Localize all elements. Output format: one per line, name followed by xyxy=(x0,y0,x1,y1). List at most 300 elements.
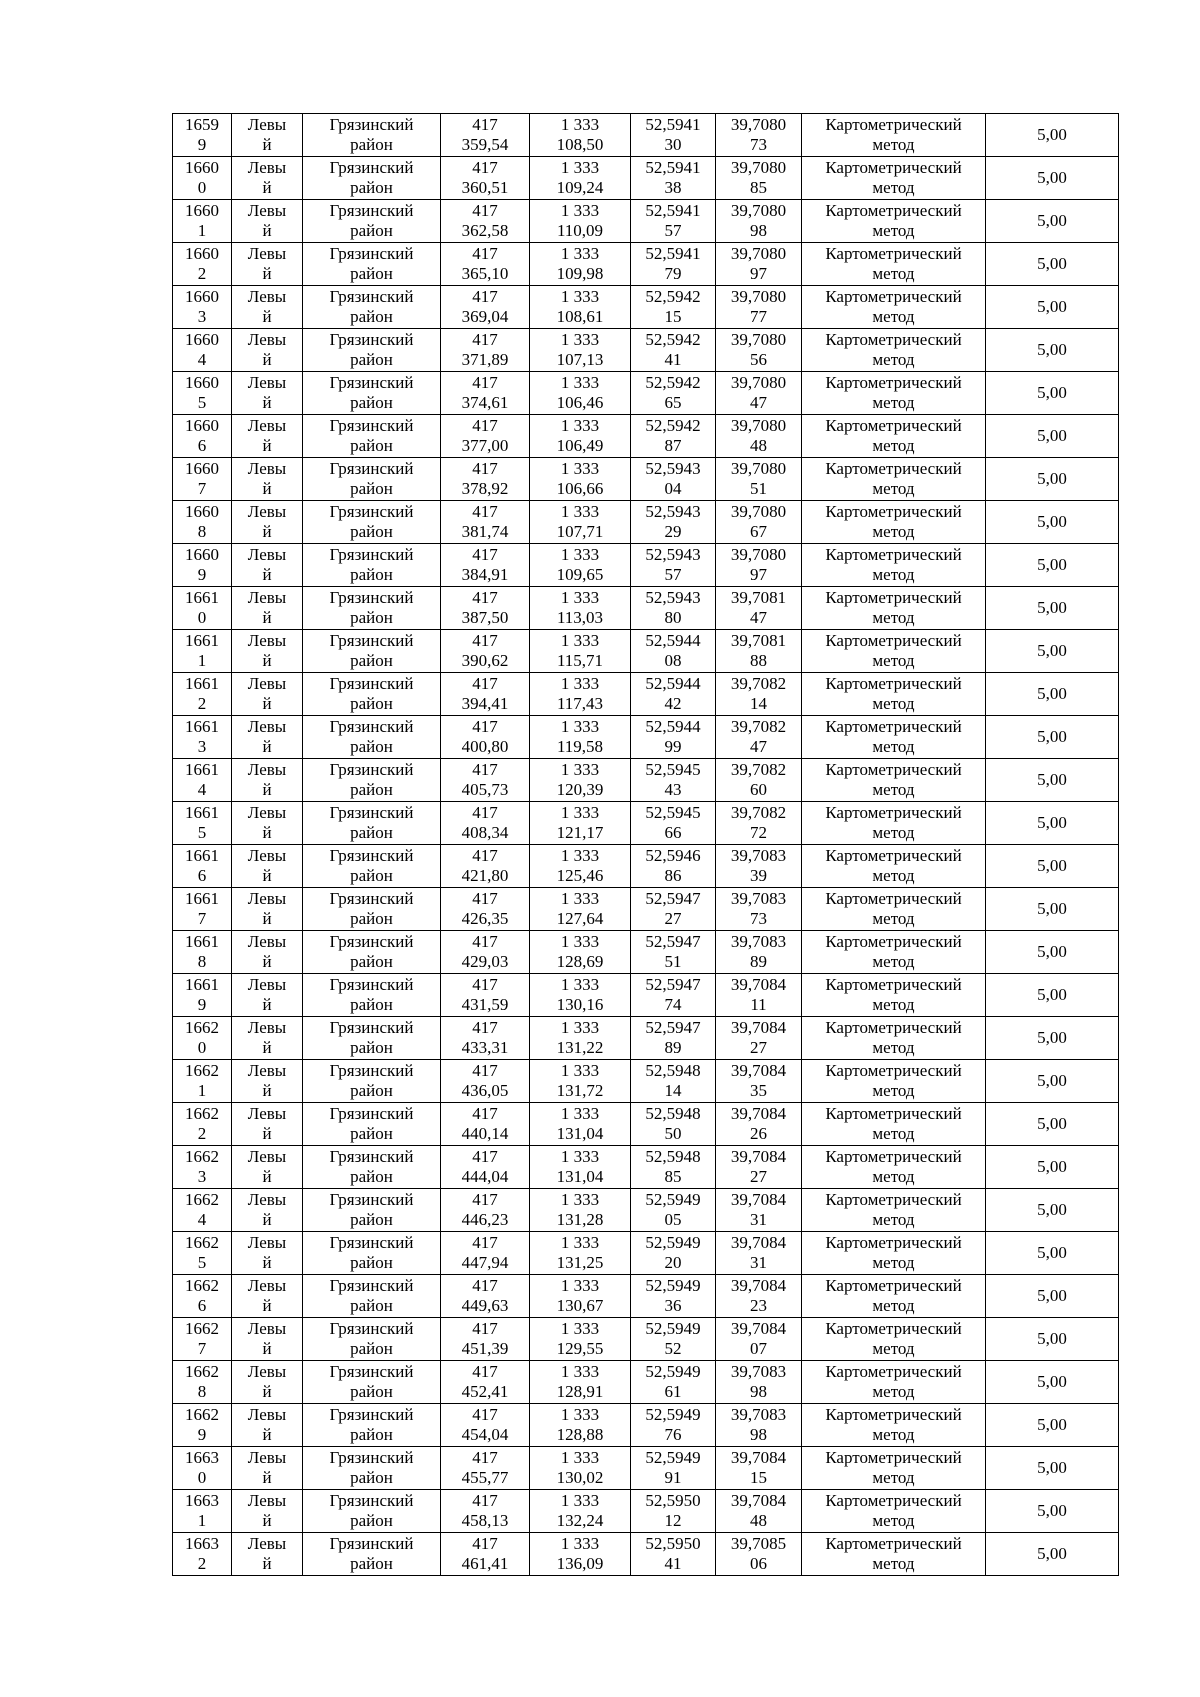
coord-x-cell xyxy=(441,1103,530,1146)
district-cell-line: район xyxy=(350,1511,393,1530)
method-cell-text xyxy=(802,1233,985,1273)
side-cell xyxy=(232,1103,303,1146)
coord-x-cell-text xyxy=(441,1491,529,1531)
side-cell-line: й xyxy=(262,952,272,971)
accuracy-cell xyxy=(986,587,1119,630)
longitude-cell-line: 97 xyxy=(750,264,767,283)
latitude-cell-line: 52,5949 xyxy=(645,1448,701,1467)
method-cell-text xyxy=(802,1534,985,1574)
point-number-cell-text xyxy=(173,244,231,284)
method-cell-line: Картометрический xyxy=(825,115,962,134)
method-cell-text xyxy=(802,1104,985,1144)
district-cell-line: район xyxy=(350,350,393,369)
method-cell-line: метод xyxy=(872,909,915,928)
method-cell-line: Картометрический xyxy=(825,459,962,478)
point-number-cell-text xyxy=(173,1405,231,1445)
latitude-cell-text xyxy=(631,1018,715,1058)
coord-y-cell-line: 1 333 xyxy=(560,1061,600,1080)
coord-y-cell-line: 107,71 xyxy=(556,522,604,541)
latitude-cell xyxy=(631,716,716,759)
latitude-cell xyxy=(631,845,716,888)
coord-x-cell-line: 417 xyxy=(472,1319,498,1338)
coord-y-cell xyxy=(530,286,631,329)
district-cell-line: Грязинский xyxy=(329,330,414,349)
side-cell xyxy=(232,372,303,415)
method-cell xyxy=(802,974,986,1017)
method-cell xyxy=(802,1146,986,1189)
point-number-cell-text xyxy=(173,545,231,585)
longitude-cell xyxy=(716,1017,802,1060)
coord-x-cell-line: 417 xyxy=(472,1104,498,1123)
point-number-cell xyxy=(173,587,232,630)
longitude-cell-line: 39,7080 xyxy=(730,459,787,478)
side-cell-line: Левы xyxy=(247,287,287,306)
table-row xyxy=(173,1361,1119,1404)
method-cell-line: Картометрический xyxy=(825,502,962,521)
longitude-cell-text xyxy=(716,502,801,542)
coord-x-cell-text xyxy=(441,1448,529,1488)
latitude-cell-line: 52,5950 xyxy=(645,1491,701,1510)
longitude-cell-line: 27 xyxy=(750,1038,767,1057)
method-cell-text xyxy=(802,717,985,757)
longitude-cell-line: 47 xyxy=(750,737,767,756)
side-cell-line: й xyxy=(262,694,272,713)
side-cell xyxy=(232,1404,303,1447)
point-number-cell-line: 1660 xyxy=(185,201,219,220)
method-cell-text xyxy=(802,932,985,972)
accuracy-value: 5,00 xyxy=(1037,125,1067,144)
method-cell xyxy=(802,329,986,372)
coord-y-cell-line: 110,09 xyxy=(556,221,604,240)
side-cell xyxy=(232,888,303,931)
coord-x-cell-text xyxy=(441,502,529,542)
coord-x-cell xyxy=(441,1318,530,1361)
point-number-cell-line: 1661 xyxy=(185,674,219,693)
coord-x-cell-line: 417 xyxy=(472,373,498,392)
point-number-cell-line: 1662 xyxy=(185,1319,219,1338)
latitude-cell xyxy=(631,1189,716,1232)
coord-x-cell-text xyxy=(441,889,529,929)
coord-y-cell xyxy=(530,329,631,372)
method-cell-text xyxy=(802,803,985,843)
point-number-cell-line: 2 xyxy=(197,694,207,713)
method-cell-line: Картометрический xyxy=(825,975,962,994)
coord-y-cell-line: 1 333 xyxy=(560,760,600,779)
table-row xyxy=(173,544,1119,587)
point-number-cell xyxy=(173,1103,232,1146)
method-cell-text xyxy=(802,846,985,886)
coord-x-cell-line: 417 xyxy=(472,932,498,951)
latitude-cell xyxy=(631,415,716,458)
district-cell-line: Грязинский xyxy=(329,244,414,263)
coord-y-cell-line: 1 333 xyxy=(560,846,600,865)
latitude-cell-text xyxy=(631,244,715,284)
coord-y-cell xyxy=(530,974,631,1017)
side-cell-line: Левы xyxy=(247,1147,287,1166)
longitude-cell-text xyxy=(716,846,801,886)
latitude-cell-line: 99 xyxy=(664,737,682,756)
latitude-cell-text xyxy=(631,1534,715,1574)
accuracy-cell xyxy=(986,1318,1119,1361)
point-number-cell-text xyxy=(173,803,231,843)
table-row xyxy=(173,1318,1119,1361)
side-cell-text xyxy=(232,803,302,843)
longitude-cell-line: 89 xyxy=(750,952,767,971)
accuracy-cell xyxy=(986,415,1119,458)
coord-x-cell-text xyxy=(441,1190,529,1230)
point-number-cell-line: 1662 xyxy=(185,1061,219,1080)
district-cell-line: район xyxy=(350,135,393,154)
point-number-cell-line: 7 xyxy=(197,479,207,498)
district-cell-line: Грязинский xyxy=(329,588,414,607)
method-cell xyxy=(802,1533,986,1576)
point-number-cell-line: 6 xyxy=(197,866,207,885)
district-cell-text xyxy=(303,1405,440,1445)
district-cell-line: район xyxy=(350,393,393,412)
side-cell xyxy=(232,200,303,243)
district-cell-line: Грязинский xyxy=(329,1018,414,1037)
coord-x-cell xyxy=(441,1361,530,1404)
method-cell-line: метод xyxy=(872,135,915,154)
latitude-cell-line: 74 xyxy=(664,995,682,1014)
accuracy-cell xyxy=(986,716,1119,759)
coord-y-cell-line: 1 333 xyxy=(560,588,600,607)
coord-x-cell-line: 447,94 xyxy=(461,1253,509,1272)
latitude-cell-text xyxy=(631,717,715,757)
method-cell-text xyxy=(802,459,985,499)
point-number-cell xyxy=(173,286,232,329)
point-number-cell-line: 3 xyxy=(197,1167,207,1186)
coord-y-cell-line: 130,16 xyxy=(556,995,604,1014)
point-number-cell-line: 8 xyxy=(197,1382,207,1401)
coord-y-cell-line: 106,66 xyxy=(556,479,604,498)
coord-x-cell-line: 417 xyxy=(472,1491,498,1510)
latitude-cell-line: 52,5949 xyxy=(645,1190,701,1209)
method-cell-line: метод xyxy=(872,1124,915,1143)
coord-x-cell-line: 394,41 xyxy=(461,694,509,713)
method-cell-line: Картометрический xyxy=(825,846,962,865)
side-cell xyxy=(232,802,303,845)
coord-x-cell xyxy=(441,888,530,931)
accuracy-cell xyxy=(986,372,1119,415)
point-number-cell-text xyxy=(173,717,231,757)
district-cell-text xyxy=(303,1276,440,1316)
longitude-cell xyxy=(716,1318,802,1361)
accuracy-value: 5,00 xyxy=(1037,1286,1067,1305)
longitude-cell-line: 39,7082 xyxy=(730,717,787,736)
longitude-cell xyxy=(716,1275,802,1318)
coord-y-cell-line: 130,67 xyxy=(556,1296,604,1315)
latitude-cell-line: 52,5945 xyxy=(645,803,701,822)
side-cell-line: Левы xyxy=(247,889,287,908)
longitude-cell xyxy=(716,759,802,802)
longitude-cell-line: 97 xyxy=(750,565,767,584)
latitude-cell-text xyxy=(631,975,715,1015)
coord-y-cell xyxy=(530,415,631,458)
district-cell-line: Грязинский xyxy=(329,1319,414,1338)
method-cell xyxy=(802,845,986,888)
side-cell-text xyxy=(232,1448,302,1488)
longitude-cell-line: 39,7080 xyxy=(730,201,787,220)
method-cell xyxy=(802,1060,986,1103)
coord-y-cell xyxy=(530,1017,631,1060)
coord-y-cell xyxy=(530,888,631,931)
longitude-cell-text xyxy=(716,1405,801,1445)
method-cell xyxy=(802,1490,986,1533)
district-cell xyxy=(303,587,441,630)
coord-y-cell-line: 121,17 xyxy=(556,823,604,842)
side-cell-line: й xyxy=(262,1081,272,1100)
latitude-cell-line: 52,5944 xyxy=(645,674,701,693)
method-cell xyxy=(802,114,986,157)
latitude-cell-text xyxy=(631,459,715,499)
accuracy-cell xyxy=(986,1533,1119,1576)
coord-x-cell-line: 365,10 xyxy=(461,264,509,283)
side-cell-line: Левы xyxy=(247,1491,287,1510)
point-number-cell xyxy=(173,1146,232,1189)
method-cell xyxy=(802,200,986,243)
side-cell-line: й xyxy=(262,909,272,928)
table-row xyxy=(173,802,1119,845)
coord-x-cell xyxy=(441,802,530,845)
coord-y-cell xyxy=(530,1275,631,1318)
district-cell xyxy=(303,1060,441,1103)
coord-y-cell-line: 108,50 xyxy=(556,135,604,154)
point-number-cell-line: 9 xyxy=(197,995,207,1014)
district-cell xyxy=(303,630,441,673)
longitude-cell xyxy=(716,200,802,243)
point-number-cell-line: 1661 xyxy=(185,631,219,650)
coord-x-cell xyxy=(441,157,530,200)
method-cell-line: метод xyxy=(872,1038,915,1057)
latitude-cell xyxy=(631,931,716,974)
district-cell-text xyxy=(303,459,440,499)
method-cell-line: метод xyxy=(872,1554,915,1573)
coord-x-cell-line: 458,13 xyxy=(461,1511,509,1530)
method-cell xyxy=(802,372,986,415)
method-cell-text xyxy=(802,631,985,671)
point-number-cell-line: 1660 xyxy=(185,287,219,306)
side-cell xyxy=(232,458,303,501)
point-number-cell-line: 5 xyxy=(197,823,207,842)
side-cell xyxy=(232,415,303,458)
latitude-cell-line: 89 xyxy=(664,1038,682,1057)
latitude-cell-line: 27 xyxy=(664,909,682,928)
coord-x-cell xyxy=(441,1017,530,1060)
latitude-cell-text xyxy=(631,158,715,198)
coord-y-cell-line: 1 333 xyxy=(560,1534,600,1553)
method-cell-line: Картометрический xyxy=(825,1018,962,1037)
coord-x-cell-text xyxy=(441,631,529,671)
coord-y-cell-line: 1 333 xyxy=(560,1018,600,1037)
district-cell-line: Грязинский xyxy=(329,1491,414,1510)
coord-x-cell xyxy=(441,114,530,157)
coord-x-cell-text xyxy=(441,1061,529,1101)
table-row xyxy=(173,1275,1119,1318)
longitude-cell-line: 39,7080 xyxy=(730,330,787,349)
coord-x-cell-line: 400,80 xyxy=(461,737,509,756)
method-cell-text xyxy=(802,1491,985,1531)
coord-y-cell-line: 1 333 xyxy=(560,201,600,220)
district-cell-text xyxy=(303,760,440,800)
coord-y-cell xyxy=(530,544,631,587)
method-cell-text xyxy=(802,287,985,327)
coord-y-cell-line: 1 333 xyxy=(560,459,600,478)
point-number-cell-line: 1660 xyxy=(185,416,219,435)
coord-x-cell-text xyxy=(441,846,529,886)
point-number-cell-line: 1660 xyxy=(185,545,219,564)
method-cell-text xyxy=(802,1405,985,1445)
accuracy-cell xyxy=(986,544,1119,587)
longitude-cell xyxy=(716,1490,802,1533)
coord-y-cell-text xyxy=(530,158,630,198)
coord-x-cell-line: 417 xyxy=(472,1018,498,1037)
latitude-cell-text xyxy=(631,1491,715,1531)
latitude-cell-line: 52,5949 xyxy=(645,1276,701,1295)
coord-y-cell-text xyxy=(530,201,630,241)
coord-y-cell xyxy=(530,630,631,673)
point-number-cell xyxy=(173,888,232,931)
coord-x-cell-line: 417 xyxy=(472,1405,498,1424)
point-number-cell xyxy=(173,931,232,974)
accuracy-cell xyxy=(986,1103,1119,1146)
district-cell xyxy=(303,1318,441,1361)
coord-x-cell-line: 417 xyxy=(472,889,498,908)
point-number-cell xyxy=(173,716,232,759)
coord-x-cell xyxy=(441,1447,530,1490)
point-number-cell-text xyxy=(173,1190,231,1230)
accuracy-value: 5,00 xyxy=(1037,254,1067,273)
longitude-cell xyxy=(716,716,802,759)
coord-y-cell-line: 1 333 xyxy=(560,416,600,435)
coord-x-cell-text xyxy=(441,1405,529,1445)
longitude-cell-line: 14 xyxy=(750,694,767,713)
coord-x-cell-line: 431,59 xyxy=(461,995,509,1014)
latitude-cell-text xyxy=(631,1147,715,1187)
district-cell-line: Грязинский xyxy=(329,158,414,177)
district-cell-line: Грязинский xyxy=(329,1190,414,1209)
coord-y-cell xyxy=(530,802,631,845)
accuracy-value: 5,00 xyxy=(1037,555,1067,574)
coord-x-cell-line: 417 xyxy=(472,803,498,822)
latitude-cell-line: 52,5942 xyxy=(645,373,701,392)
latitude-cell-line: 57 xyxy=(664,565,682,584)
method-cell-line: Картометрический xyxy=(825,158,962,177)
side-cell xyxy=(232,974,303,1017)
longitude-cell-line: 26 xyxy=(750,1124,767,1143)
coord-x-cell-line: 449,63 xyxy=(461,1296,509,1315)
coord-x-cell xyxy=(441,630,530,673)
coord-x-cell-line: 381,74 xyxy=(461,522,509,541)
method-cell-line: метод xyxy=(872,522,915,541)
side-cell-line: Левы xyxy=(247,760,287,779)
district-cell xyxy=(303,1533,441,1576)
district-cell xyxy=(303,1361,441,1404)
district-cell-text xyxy=(303,1491,440,1531)
coord-y-cell-line: 1 333 xyxy=(560,545,600,564)
table-row xyxy=(173,630,1119,673)
district-cell-line: Грязинский xyxy=(329,115,414,134)
point-number-cell-text xyxy=(173,330,231,370)
district-cell xyxy=(303,1447,441,1490)
latitude-cell-line: 80 xyxy=(664,608,682,627)
accuracy-cell xyxy=(986,630,1119,673)
district-cell-line: район xyxy=(350,1296,393,1315)
point-number-cell xyxy=(173,1404,232,1447)
district-cell-text xyxy=(303,115,440,155)
district-cell-line: район xyxy=(350,264,393,283)
latitude-cell-line: 52,5943 xyxy=(645,545,701,564)
coord-y-cell-line: 130,02 xyxy=(556,1468,604,1487)
longitude-cell-line: 39,7084 xyxy=(730,1018,787,1037)
coord-y-cell xyxy=(530,1533,631,1576)
side-cell-line: Левы xyxy=(247,1018,287,1037)
coord-y-cell-text xyxy=(530,1491,630,1531)
latitude-cell xyxy=(631,1318,716,1361)
method-cell-line: метод xyxy=(872,350,915,369)
coord-y-cell-line: 1 333 xyxy=(560,330,600,349)
longitude-cell-line: 39,7081 xyxy=(730,631,787,650)
district-cell-text xyxy=(303,588,440,628)
longitude-cell-line: 39,7080 xyxy=(730,158,787,177)
coord-y-cell-line: 129,55 xyxy=(556,1339,604,1358)
coord-y-cell-line: 1 333 xyxy=(560,1276,600,1295)
longitude-cell-line: 72 xyxy=(750,823,767,842)
district-cell-line: район xyxy=(350,1210,393,1229)
longitude-cell-text xyxy=(716,1319,801,1359)
point-number-cell-line: 0 xyxy=(197,1038,207,1057)
latitude-cell-text xyxy=(631,1233,715,1273)
method-cell-text xyxy=(802,545,985,585)
district-cell-text xyxy=(303,158,440,198)
side-cell-line: Левы xyxy=(247,115,287,134)
coord-y-cell-line: 1 333 xyxy=(560,1233,600,1252)
coord-x-cell-text xyxy=(441,287,529,327)
point-number-cell xyxy=(173,1232,232,1275)
point-number-cell-line: 9 xyxy=(197,565,207,584)
district-cell-line: Грязинский xyxy=(329,1147,414,1166)
side-cell-line: Левы xyxy=(247,1190,287,1209)
side-cell-line: Левы xyxy=(247,330,287,349)
district-cell xyxy=(303,415,441,458)
longitude-cell-line: 39,7084 xyxy=(730,1147,787,1166)
method-cell xyxy=(802,1404,986,1447)
coord-x-cell-line: 446,23 xyxy=(461,1210,509,1229)
side-cell-text xyxy=(232,459,302,499)
coord-y-cell-text xyxy=(530,803,630,843)
longitude-cell-text xyxy=(716,889,801,929)
point-number-cell xyxy=(173,1275,232,1318)
longitude-cell xyxy=(716,802,802,845)
accuracy-value: 5,00 xyxy=(1037,1028,1067,1047)
longitude-cell-line: 39,7080 xyxy=(730,115,787,134)
district-cell xyxy=(303,1017,441,1060)
district-cell-line: район xyxy=(350,995,393,1014)
coord-y-cell-line: 106,49 xyxy=(556,436,604,455)
point-number-cell-line: 6 xyxy=(197,1296,207,1315)
district-cell xyxy=(303,1232,441,1275)
side-cell-text xyxy=(232,674,302,714)
method-cell-line: Картометрический xyxy=(825,287,962,306)
latitude-cell xyxy=(631,1447,716,1490)
method-cell-text xyxy=(802,201,985,241)
district-cell-text xyxy=(303,846,440,886)
side-cell-line: й xyxy=(262,1296,272,1315)
latitude-cell-line: 52,5948 xyxy=(645,1147,701,1166)
coord-y-cell-text xyxy=(530,1018,630,1058)
coord-x-cell xyxy=(441,1146,530,1189)
side-cell-text xyxy=(232,717,302,757)
